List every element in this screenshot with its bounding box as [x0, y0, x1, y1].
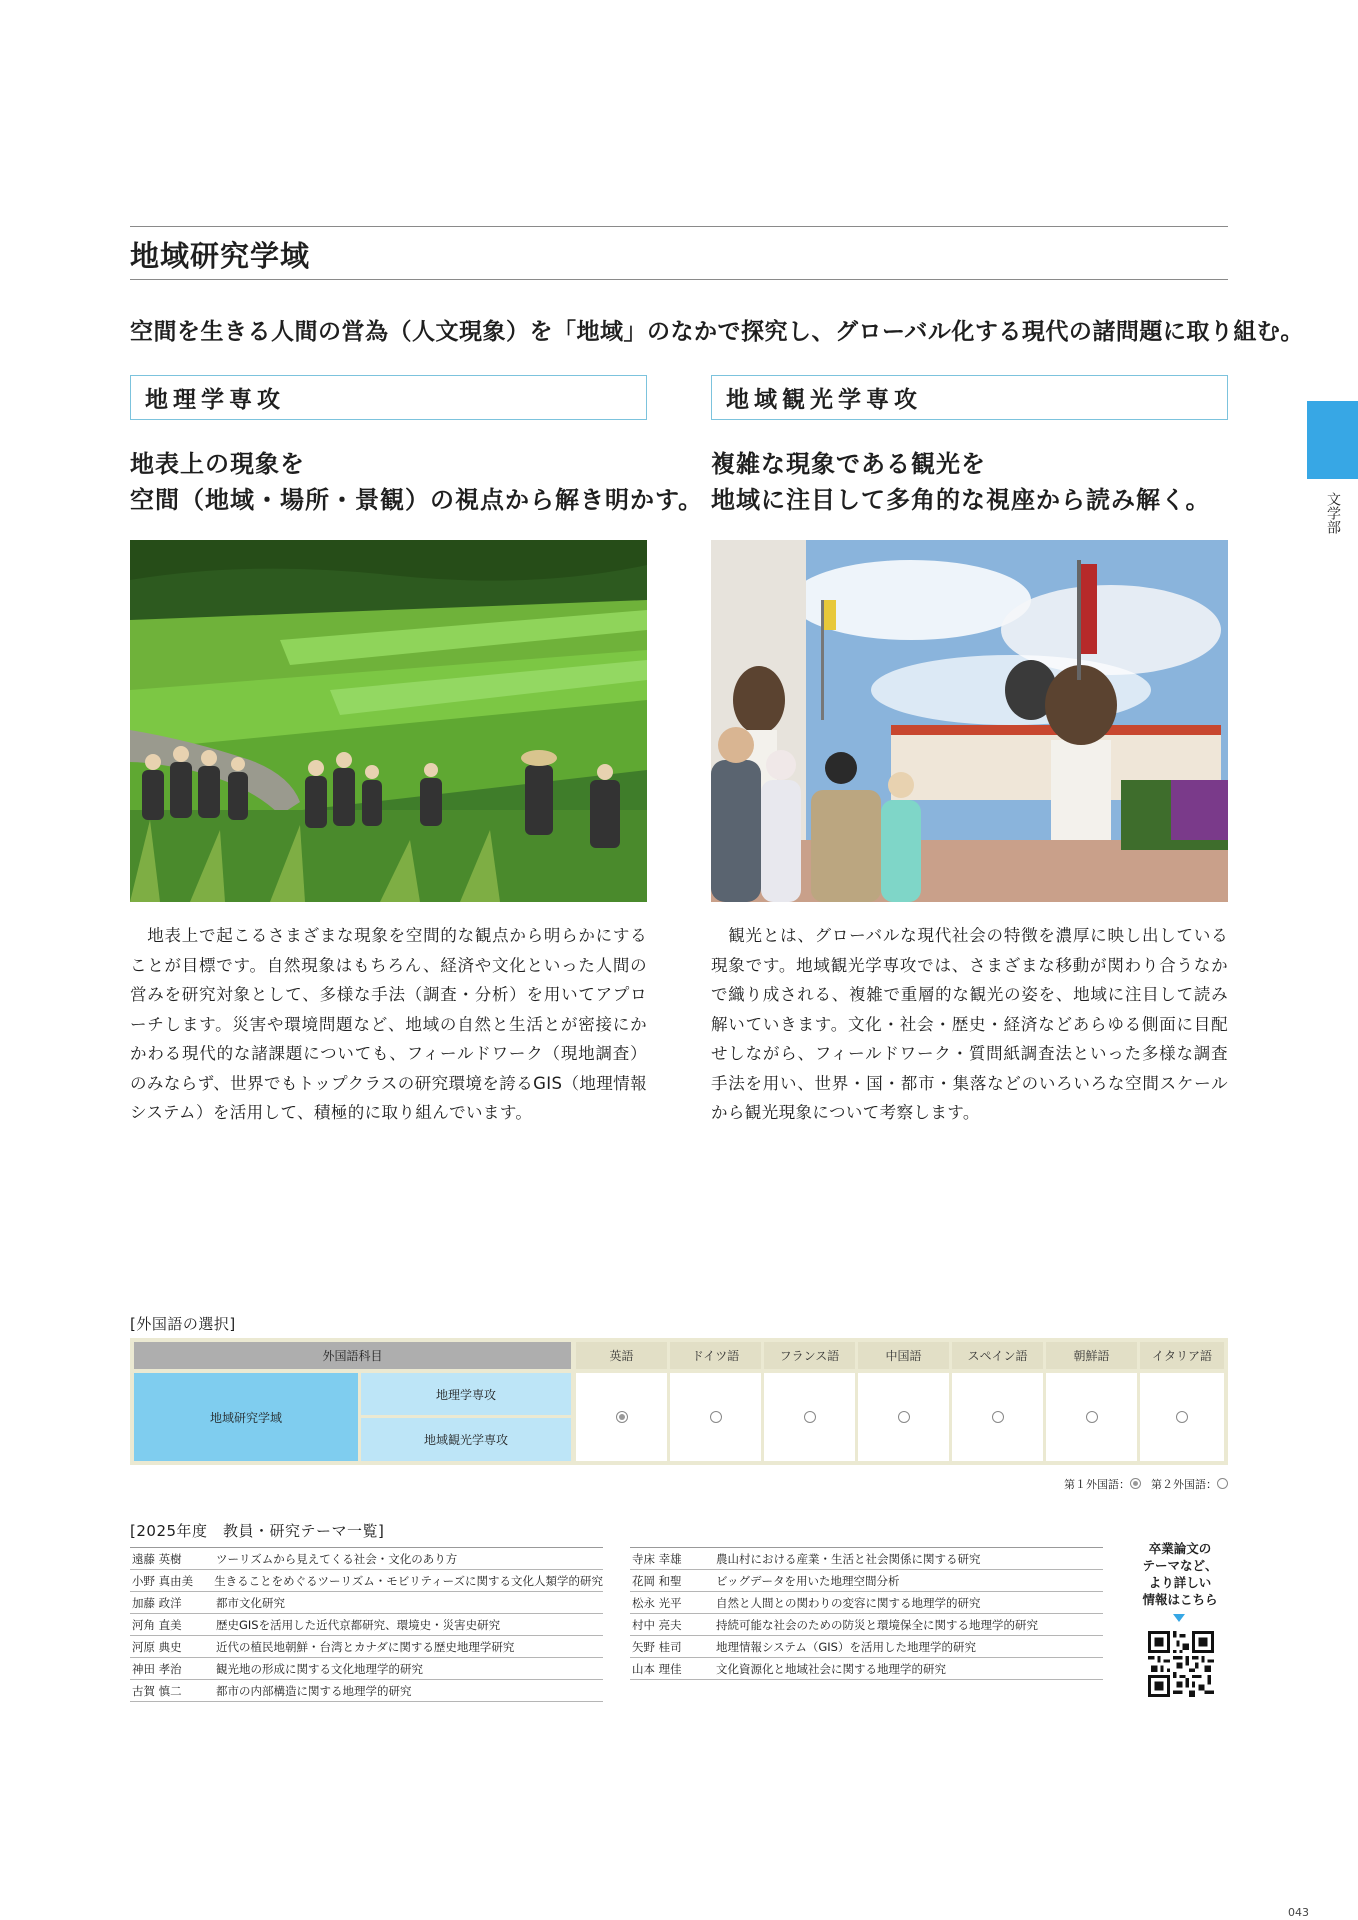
faculty-list-right: [630, 1547, 1103, 1680]
faculty-name: 矢野 桂司: [632, 1639, 682, 1654]
faculty-topic: 都市の内部構造に関する地理学的研究: [216, 1683, 412, 1698]
faculty-topic: 文化資源化と地域社会に関する地理学的研究: [716, 1661, 946, 1676]
major-heading-geography: [130, 446, 703, 518]
faculty-label: [2025年度 教員・研究テーマ一覧]: [130, 1522, 385, 1540]
second-language-mark-icon: [710, 1411, 722, 1423]
major-body-tourism: 観光とは、グローバルな現代社会の特徴を濃厚に映し出している現象です。地域観光学専攻では、さまざまな移動が関わり合うなかで織り成される、複雑で重層的な観光の姿を、地域に注目して読み解いていきます。文化・社会・歴史・経済などあらゆる側面に目配せしながら、フィールドワーク・質問紙調査法といった多様な調査手法を用い、世界・国・都市・集落などのいろいろな空間スケールから観光現象について考察します。: [711, 926, 1228, 1122]
language-table-label: [外国語の選択]: [130, 1315, 236, 1333]
faculty-topic: 観光地の形成に関する文化地理学的研究: [216, 1661, 423, 1676]
major-title-geography: 地理学専攻: [130, 375, 647, 420]
faculty-row: [630, 1636, 1103, 1658]
faculty-name: 古賀 慎二: [132, 1683, 182, 1698]
major-title-tourism: 地域観光学専攻: [711, 375, 1228, 420]
faculty-topic: 生きることをめぐるツーリズム・モビリティーズに関する文化人類学的研究: [214, 1573, 603, 1588]
faculty-row: [130, 1548, 603, 1570]
mosque-image: [711, 540, 1228, 902]
faculty-topic: ビッグデータを用いた地理空間分析: [716, 1573, 900, 1588]
faculty-row: [130, 1658, 603, 1680]
language-legend: [1064, 1476, 1228, 1492]
faculty-row: [130, 1636, 603, 1658]
header-subject: 外国語科目: [134, 1342, 571, 1369]
faculty-name: 神田 孝治: [132, 1661, 182, 1676]
lang-header-english: 英語: [576, 1342, 667, 1369]
qr-caption: [1130, 1540, 1230, 1608]
mark-cell-italian: [1140, 1373, 1224, 1461]
language-table: [130, 1338, 1228, 1465]
faculty-name: 小野 真由美: [132, 1573, 194, 1588]
mark-cell-german: [670, 1373, 761, 1461]
qr-caption-line: 卒業論文の: [1148, 1541, 1212, 1556]
section-lead: 空間を生きる人間の営為（人文現象）を「地域」のなかで探究し、グローバル化する現代の諸問題に取り組む。: [130, 319, 1304, 345]
faculty-name: 松永 光平: [632, 1595, 682, 1610]
lang-header-german: ドイツ語: [670, 1342, 761, 1369]
legend-first: [1064, 1476, 1141, 1492]
faculty-name: 加藤 政洋: [132, 1595, 182, 1610]
heading-line-1: 複雑な現象である観光を: [711, 450, 986, 478]
faculty-topic: 持続可能な社会のための防災と環境保全に関する地理学的研究: [716, 1617, 1038, 1632]
row-label-tourism: 地域観光学専攻: [361, 1418, 571, 1461]
second-language-mark-icon: [1217, 1478, 1228, 1489]
page-number: 043: [1288, 1906, 1309, 1919]
faculty-list-left: [130, 1547, 603, 1702]
second-language-mark-icon: [1176, 1411, 1188, 1423]
faculty-topic: 地理情報システム（GIS）を活用した地理学的研究: [716, 1639, 976, 1654]
lang-header-italian: イタリア語: [1140, 1342, 1224, 1369]
faculty-name: 山本 理佳: [632, 1661, 682, 1676]
title-bottom-rule: [130, 279, 1228, 280]
faculty-row: [130, 1614, 603, 1636]
faculty-name: 遠藤 英樹: [132, 1551, 182, 1566]
faculty-row: [630, 1658, 1103, 1680]
second-language-mark-icon: [804, 1411, 816, 1423]
heading-line-2: 空間（地域・場所・景観）の視点から解き明かす。: [130, 486, 704, 514]
row-label-geography: 地理学専攻: [361, 1373, 571, 1415]
mark-cell-korean: [1046, 1373, 1137, 1461]
faculty-name: 花岡 和聖: [632, 1573, 682, 1588]
faculty-row: [630, 1592, 1103, 1614]
faculty-row: [130, 1680, 603, 1702]
title-top-rule: [130, 226, 1228, 227]
photo-mosque: [711, 540, 1228, 902]
first-language-mark-icon: [616, 1411, 628, 1423]
faculty-name: 河角 直美: [132, 1617, 182, 1632]
faculty-topic: 近代の植民地朝鮮・台湾とカナダに関する歴史地理学研究: [216, 1639, 515, 1654]
rice-terraces-image: [130, 540, 647, 902]
major-body-geography: 地表上で起こるさまざまな現象を空間的な観点から明らかにすることが目標です。自然現象はもちろん、経済や文化といった人間の営みを研究対象として、多様な手法（調査・分析）を用いてアプローチします。災害や環境問題など、地域の自然と生活とが密接にかかわる現代的な諸課題についても、フィールドワーク（現地調査）のみならず、世界でもトップクラスの研究環境を誇るGIS（地理情報システム）を活用して、積極的に取り組んでいます。: [130, 926, 647, 1122]
lang-header-spanish: スペイン語: [952, 1342, 1043, 1369]
faculty-topic: 自然と人間との関わりの変容に関する地理学的研究: [716, 1595, 981, 1610]
faculty-name: 河原 典史: [132, 1639, 182, 1654]
side-tab-label: 文学部: [1325, 492, 1341, 534]
heading-line-1: 地表上の現象を: [130, 450, 305, 478]
faculty-row: [130, 1570, 603, 1592]
down-arrow-icon: [1173, 1614, 1185, 1622]
lang-header-chinese: 中国語: [858, 1342, 949, 1369]
legend-second: [1151, 1476, 1228, 1492]
heading-line-2: 地域に注目して多角的な視座から読み解く。: [711, 486, 1211, 514]
faculty-topic: ツーリズムから見えてくる社会・文化のあり方: [216, 1551, 458, 1566]
faculty-name: 村中 亮夫: [632, 1617, 682, 1632]
faculty-topic: 歴史GISを活用した近代京都研究、環境史・災害史研究: [216, 1617, 501, 1632]
faculty-row: [630, 1548, 1103, 1570]
legend-second-label: 第２外国語：: [1151, 1478, 1217, 1491]
photo-rice-terraces: [130, 540, 647, 902]
legend-first-label: 第１外国語：: [1064, 1478, 1130, 1491]
mark-cell-chinese: [858, 1373, 949, 1461]
mark-cell-english: [576, 1373, 667, 1461]
faculty-topic: 農山村における産業・生活と社会関係に関する研究: [716, 1551, 981, 1566]
second-language-mark-icon: [898, 1411, 910, 1423]
second-language-mark-icon: [1086, 1411, 1098, 1423]
lang-header-french: フランス語: [764, 1342, 855, 1369]
side-tab-marker: [1307, 401, 1358, 479]
qr-code-icon[interactable]: [1148, 1631, 1214, 1697]
faculty-row: [630, 1570, 1103, 1592]
second-language-mark-icon: [992, 1411, 1004, 1423]
faculty-row: [630, 1614, 1103, 1636]
faculty-name: 寺床 幸雄: [632, 1551, 682, 1566]
group-cell: 地域研究学域: [134, 1373, 358, 1461]
qr-caption-line: 情報はこちら: [1142, 1592, 1218, 1607]
mark-cell-spanish: [952, 1373, 1043, 1461]
first-language-mark-icon: [1130, 1478, 1141, 1489]
qr-caption-line: テーマなど、: [1142, 1558, 1218, 1573]
qr-caption-line: より詳しい: [1148, 1575, 1212, 1590]
section-title: 地域研究学域: [130, 239, 311, 273]
lang-header-korean: 朝鮮語: [1046, 1342, 1137, 1369]
faculty-row: [130, 1592, 603, 1614]
major-heading-tourism: [711, 446, 1211, 518]
mark-cell-french: [764, 1373, 855, 1461]
faculty-topic: 都市文化研究: [216, 1595, 285, 1610]
